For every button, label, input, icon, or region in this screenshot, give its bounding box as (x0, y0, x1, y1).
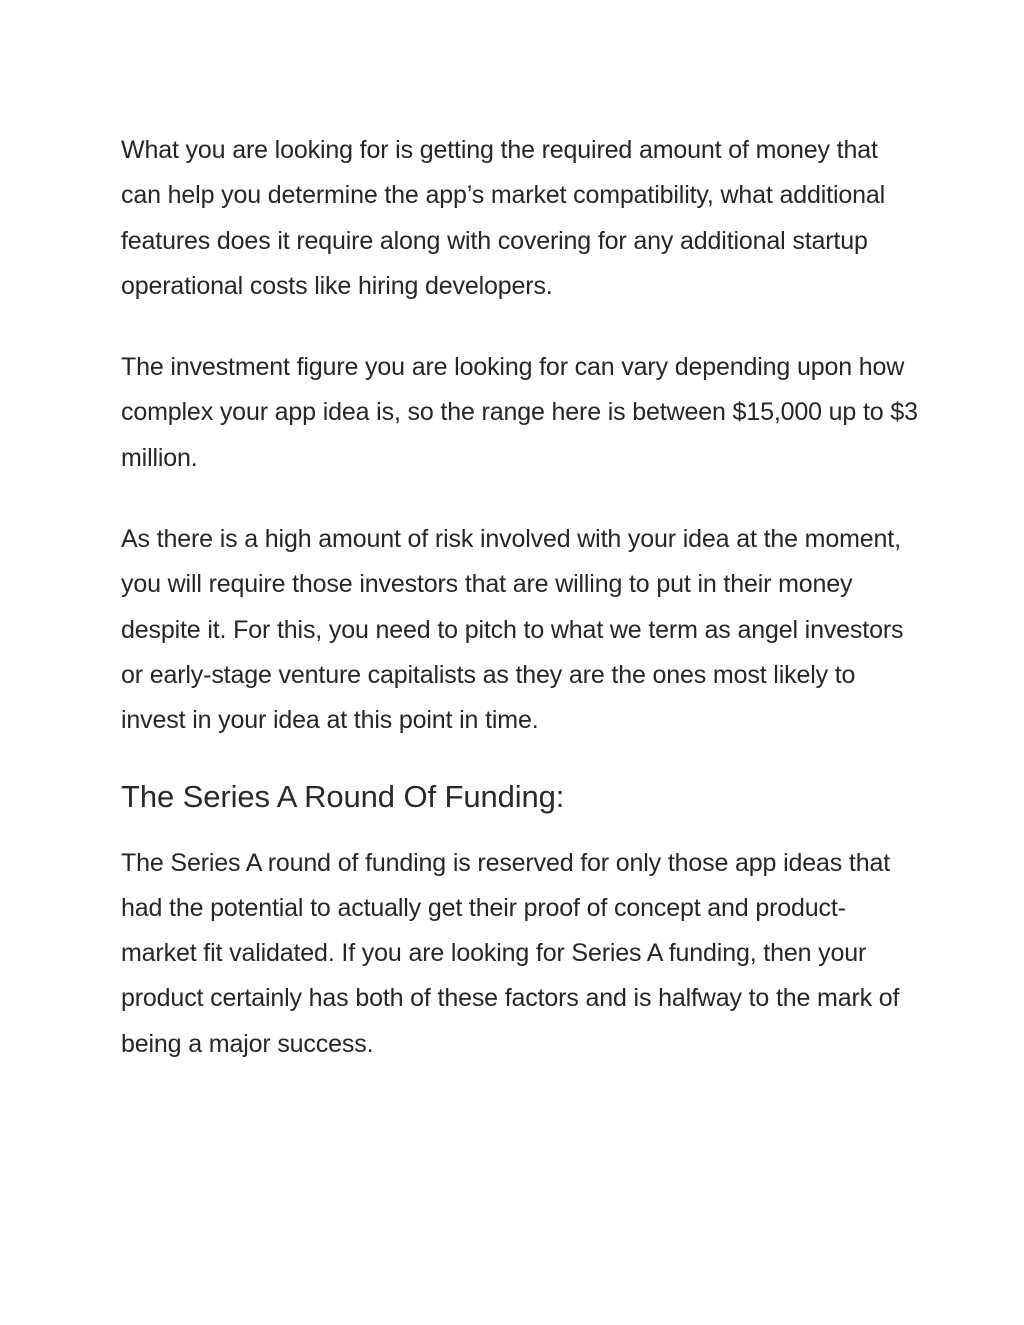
section-heading-series-a: The Series A Round Of Funding: (121, 778, 565, 814)
paragraph-series-a: The Series A round of funding is reserved for only those app ideas that had the potential to actually get their proof of concept and product-market fit validated. If you are looking for Series A funding, then your product certainly has both of these factors and is halfway to the mark of being a major success. (121, 848, 900, 1058)
document-body (121, 128, 921, 1067)
paragraph-funding-purpose: What you are looking for is getting the required amount of money that can help you determine the app’s market compatibility, what additional features does it require along with covering for any additional startup operational costs like hiring developers. (121, 136, 886, 300)
paragraph-investment-range: The investment figure you are looking for can vary depending upon how complex your app idea is, so the range here is between $15,000 up to $3 million. (121, 353, 918, 472)
paragraph-angel-investors: As there is a high amount of risk involved with your idea at the moment, you will require those investors that are willing to put in their money despite it. For this, you need to pitch to what we term as angel investors or early-stage venture capitalists as they are the ones most likely to invest in your idea at this point in time. (121, 525, 904, 735)
